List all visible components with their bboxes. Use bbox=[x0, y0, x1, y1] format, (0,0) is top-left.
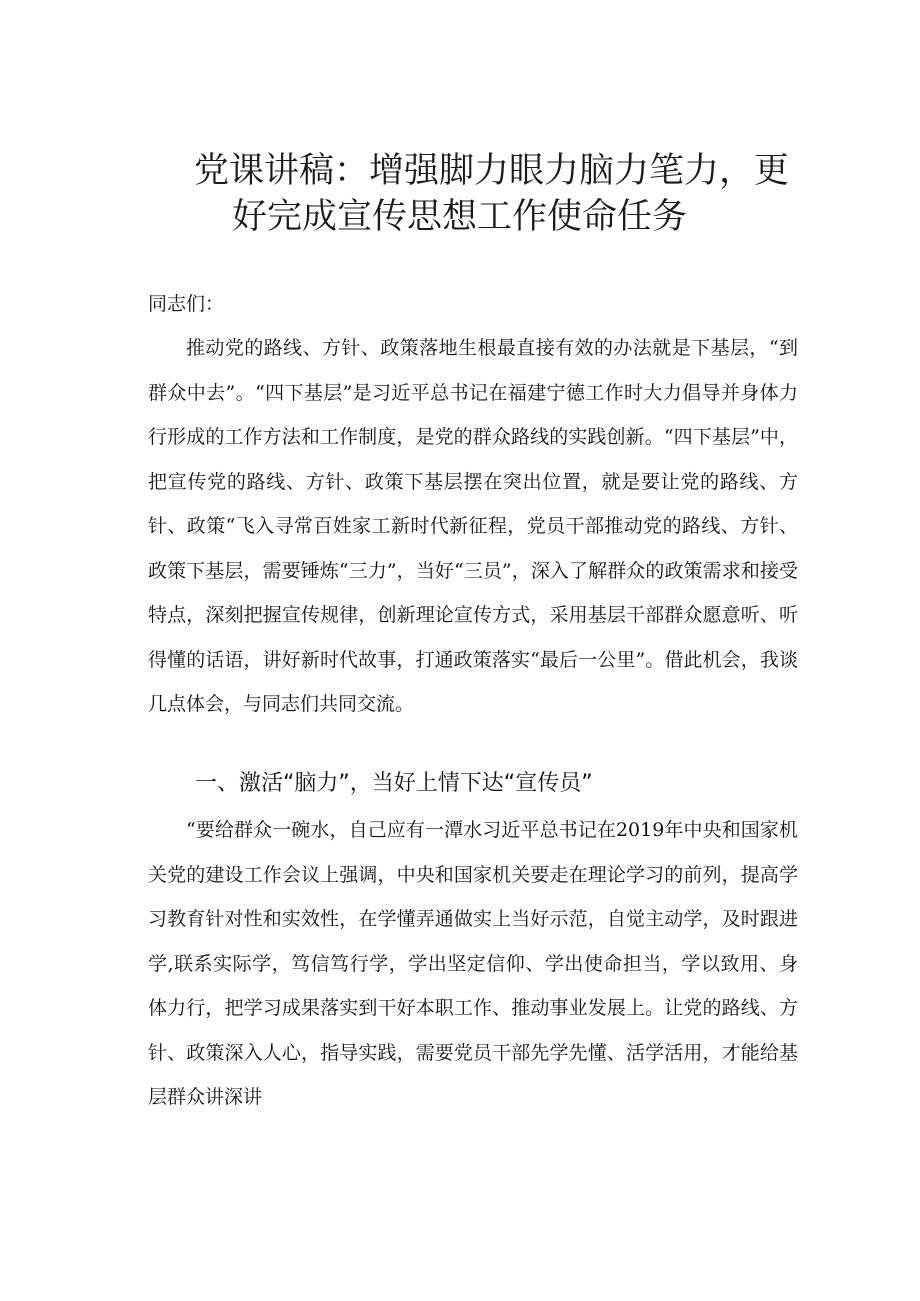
section-1-paragraph: “要给群众一碗水，自己应有一潭水习近平总书记在2019年中央和国家机关党的建设工作会议上强调，中央和国家机关要走在理论学习的前列，提高学习教育针对性和实效性，在学懂弄通做实上当好示范，自觉主动学，及时跟进学,联系实际学，笃信笃行学，学出坚定信仰、学出使命担当，学以致用、身体力行，把学习成果落实到干好本职工作、推动事业发展上。让党的路线、方针、政策深入人心，指导实践，需要党员干部先学先懂、活学活用，才能给基层群众讲深讲 bbox=[148, 819, 798, 1108]
document-title-line-2: 好完成宣传思想工作使命任务 bbox=[232, 197, 688, 237]
document-title-line-1: 党课讲稿：增强脚力眼力脑力笔力，更 bbox=[194, 151, 790, 191]
salutation: 同志们： bbox=[148, 293, 225, 315]
document-title bbox=[150, 148, 810, 240]
section-heading-1: 一、激活“脑力”，当好上情下达“宣传员” bbox=[195, 771, 593, 796]
intro-paragraph: 推动党的路线、方针、政策落地生根最直接有效的办法就是下基层，“到群众中去”。“四下基层”是习近平总书记在福建宁德工作时大力倡导并身体力行形成的工作方法和工作制度，是党的群众路线的实践创新。“四下基层”中，把宣传党的路线、方针、政策下基层摆在突出位置，就是要让党的路线、方针、政策“飞入寻常百姓家工新时代新征程，党员干部推动党的路线、方针、政策下基层，需要锤炼“三力”，当好“三员”，深入了解群众的政策需求和接受特点，深刻把握宣传规律，创新理论宣传方式，采用基层干部群众愿意听、听得懂的话语，讲好新时代故事，打通政策落实“最后一公里”。借此机会，我谈几点体会，与同志们共同交流。 bbox=[148, 337, 798, 715]
